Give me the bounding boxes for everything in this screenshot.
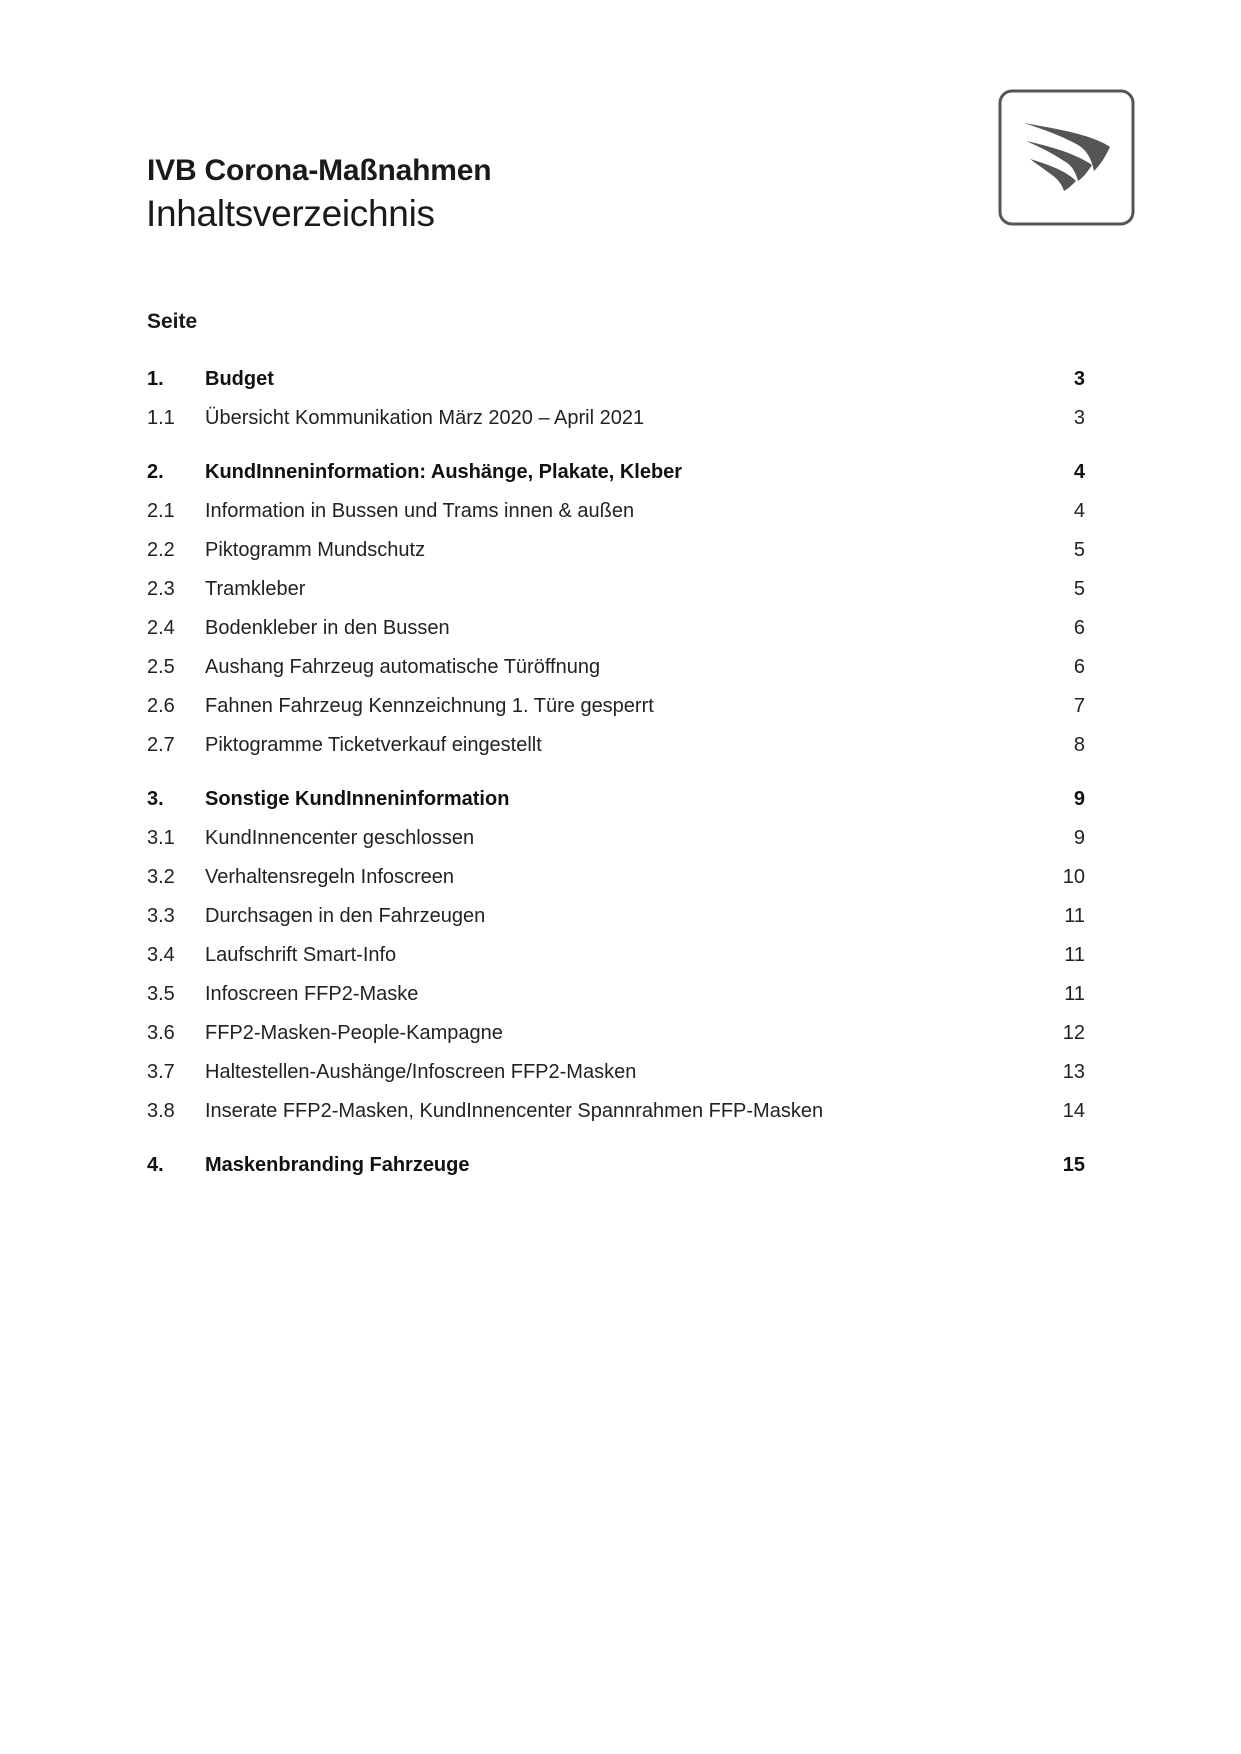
toc-entry-title: FFP2-Masken-People-Kampagne <box>205 1022 503 1044</box>
toc-section-title: Budget <box>205 368 274 390</box>
toc-entry[interactable] <box>147 1014 1085 1053</box>
toc-entry[interactable] <box>147 1053 1085 1092</box>
toc-entry-number: 2.4 <box>147 617 175 639</box>
toc-entry-page: 6 <box>1073 656 1085 678</box>
toc-section-number: 2. <box>147 461 164 483</box>
toc-entry[interactable] <box>147 687 1085 726</box>
toc-entry-number: 3.2 <box>147 866 175 888</box>
toc-entry-page: 8 <box>1073 734 1085 756</box>
toc-section-2[interactable] <box>147 453 1085 492</box>
toc-entry-title: Bodenkleber in den Bussen <box>205 617 450 639</box>
toc-entry[interactable] <box>147 648 1085 687</box>
toc-entry[interactable] <box>147 975 1085 1014</box>
toc-entry[interactable] <box>147 492 1085 531</box>
toc-section-1[interactable] <box>147 360 1085 399</box>
toc-section-number: 1. <box>147 368 164 390</box>
document-title: IVB Corona-Maßnahmen <box>147 154 492 187</box>
toc-entry-title: Verhaltensregeln Infoscreen <box>205 866 455 888</box>
toc-entry-title: Tramkleber <box>205 578 306 600</box>
toc-entry-number: 3.5 <box>147 983 175 1005</box>
toc-entry-number: 2.1 <box>147 500 175 522</box>
toc-entry-page: 7 <box>1073 695 1085 717</box>
toc-entry-page: 14 <box>1062 1100 1085 1122</box>
toc-entry-title: Aushang Fahrzeug automatische Türöffnung <box>205 656 601 678</box>
toc-entry[interactable] <box>147 531 1085 570</box>
toc-entry-page: 4 <box>1073 500 1085 522</box>
toc-entry[interactable] <box>147 936 1085 975</box>
toc-entry-page: 5 <box>1073 539 1085 561</box>
toc-entry[interactable] <box>147 1092 1085 1131</box>
toc-entry-title: Information in Bussen und Trams innen & außen <box>205 500 635 522</box>
toc-section-title: KundInneninformation: Aushänge, Plakate, Kleber <box>205 461 683 483</box>
toc-entry[interactable] <box>147 726 1085 765</box>
toc-entry-number: 1.1 <box>147 407 175 429</box>
toc-entry[interactable] <box>147 897 1085 936</box>
toc-entry-number: 3.6 <box>147 1022 175 1044</box>
toc-entry-title: Fahnen Fahrzeug Kennzeichnung 1. Türe gesperrt <box>205 695 654 717</box>
toc-entry-page: 6 <box>1073 617 1085 639</box>
toc-entry-page: 3 <box>1073 407 1085 429</box>
table-of-contents <box>147 360 1085 1185</box>
toc-entry-number: 2.3 <box>147 578 175 600</box>
toc-entry-title: Laufschrift Smart-Info <box>205 944 397 966</box>
toc-entry-title: Durchsagen in den Fahrzeugen <box>205 905 486 927</box>
toc-section-4[interactable] <box>147 1146 1085 1185</box>
toc-column-label: Seite <box>147 310 198 333</box>
toc-entry-title: Piktogramm Mundschutz <box>205 539 426 561</box>
toc-entry-number: 2.2 <box>147 539 175 561</box>
toc-entry[interactable] <box>147 399 1085 438</box>
toc-entry-page: 9 <box>1073 827 1085 849</box>
toc-entry[interactable] <box>147 858 1085 897</box>
toc-entry-page: 10 <box>1062 866 1085 888</box>
toc-entry-number: 3.8 <box>147 1100 175 1122</box>
toc-section-number: 4. <box>147 1154 164 1176</box>
toc-entry-page: 11 <box>1064 983 1085 1005</box>
toc-section-page: 15 <box>1062 1154 1085 1176</box>
toc-entry-page: 11 <box>1064 944 1085 966</box>
toc-entry-title: Infoscreen FFP2-Maske <box>205 983 419 1005</box>
ivb-logo-icon <box>998 89 1135 226</box>
toc-section-title: Sonstige KundInneninformation <box>205 788 510 810</box>
toc-entry-number: 2.6 <box>147 695 175 717</box>
toc-section-3[interactable] <box>147 780 1085 819</box>
toc-entry-number: 2.5 <box>147 656 175 678</box>
toc-entry[interactable] <box>147 819 1085 858</box>
toc-entry-page: 11 <box>1064 905 1085 927</box>
toc-section-page: 9 <box>1073 788 1085 810</box>
toc-section-number: 3. <box>147 788 164 810</box>
toc-entry-title: Übersicht Kommunikation März 2020 – April 2021 <box>205 407 645 429</box>
toc-entry-page: 12 <box>1062 1022 1085 1044</box>
toc-entry-title: Haltestellen-Aushänge/Infoscreen FFP2-Masken <box>205 1061 637 1083</box>
toc-entry-number: 3.7 <box>147 1061 175 1083</box>
toc-entry[interactable] <box>147 609 1085 648</box>
toc-section-page: 3 <box>1073 368 1085 390</box>
toc-entry-title: KundInnencenter geschlossen <box>205 827 475 849</box>
toc-entry-number: 3.1 <box>147 827 175 849</box>
toc-entry-number: 3.3 <box>147 905 175 927</box>
toc-entry-title: Piktogramme Ticketverkauf eingestellt <box>205 734 542 756</box>
toc-entry-number: 3.4 <box>147 944 175 966</box>
toc-entry[interactable] <box>147 570 1085 609</box>
toc-section-page: 4 <box>1073 461 1085 483</box>
document-subtitle: Inhaltsverzeichnis <box>146 193 435 234</box>
toc-section-title: Maskenbranding Fahrzeuge <box>205 1154 470 1176</box>
toc-entry-page: 13 <box>1062 1061 1085 1083</box>
toc-entry-title: Inserate FFP2-Masken, KundInnencenter Spannrahmen FFP-Masken <box>205 1100 824 1122</box>
toc-entry-number: 2.7 <box>147 734 175 756</box>
toc-entry-page: 5 <box>1073 578 1085 600</box>
